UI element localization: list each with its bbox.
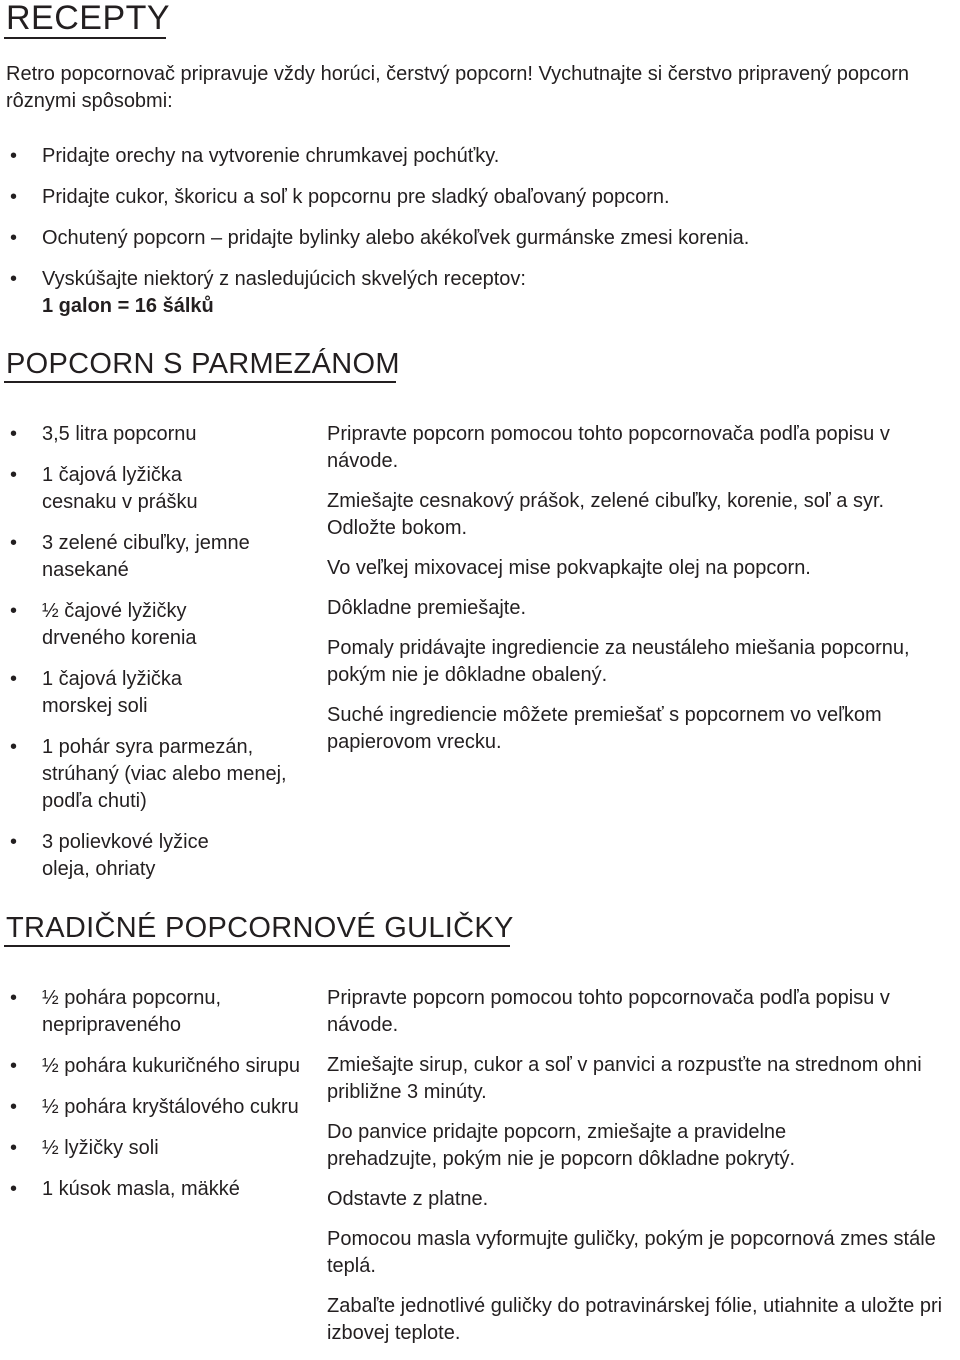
bullet: • <box>10 268 18 290</box>
conversion-note: 1 galon = 16 šálků <box>42 295 214 317</box>
bullet: • <box>10 1055 18 1077</box>
ingredient-text: ½ pohára kukuričného sirupu <box>42 1055 300 1077</box>
ingredient-text: 3,5 litra popcornu <box>42 423 197 445</box>
ingredient-item <box>6 985 292 1039</box>
step-text: Zmiešajte cesnakový prášok, zelené cibuľky, korenie, soľ a syr. Odložte bokom. <box>327 490 885 539</box>
step-text: Do panvice pridajte popcorn, zmiešajte a pravidelne prehadzujte, pokým nie je popcorn dôkladne pokrytý. <box>327 1121 796 1170</box>
bullet: • <box>10 831 18 853</box>
list-item <box>6 143 946 170</box>
list-item-text: Ochutený popcorn – pridajte bylinky alebo akékoľvek gurmánske zmesi korenia. <box>42 227 750 249</box>
ingredient-item <box>6 421 296 448</box>
list-item <box>6 266 946 320</box>
ingredient-text: 3 polievkové lyžice oleja, ohriaty <box>42 831 209 880</box>
recipe1-ingredients <box>6 421 296 897</box>
list-item <box>6 225 946 252</box>
step-text: Vo veľkej mixovacej mise pokvapkajte olej na popcorn. <box>327 557 811 579</box>
ingredient-item <box>6 598 232 652</box>
step-text: Suché ingrediencie môžete premiešať s popcornem vo veľkom papierovom vrecku. <box>327 704 882 753</box>
ingredient-item <box>6 1176 296 1203</box>
recipe2-title: TRADIČNÉ POPCORNOVÉ GULIČKY <box>6 912 514 944</box>
recipe2-ingredients <box>6 985 300 1217</box>
bullet: • <box>10 227 18 249</box>
ingredient-text: ½ lyžičky soli <box>42 1137 159 1159</box>
list-item-text: Pridajte orechy na vytvorenie chrumkavej pochúťky. <box>42 145 500 167</box>
bullet: • <box>10 668 18 690</box>
title-underline <box>4 37 166 39</box>
bullet: • <box>10 145 18 167</box>
recipe1-title-underline <box>4 381 396 383</box>
bullet: • <box>10 1178 18 1200</box>
ingredient-item <box>6 1094 317 1121</box>
bullet: • <box>10 464 18 486</box>
bullet: • <box>10 423 18 445</box>
ingredient-item <box>6 530 297 584</box>
step-text: Pomocou masla vyformujte guličky, pokým je popcornová zmes stále teplá. <box>327 1228 936 1277</box>
step-text: Dôkladne premiešajte. <box>327 597 526 619</box>
step-text: Pripravte popcorn pomocou tohto popcornovača podľa popisu v návode. <box>327 423 890 472</box>
bullet: • <box>10 1096 18 1118</box>
step-text: Zabaľte jednotlivé guličky do potravinárskej fólie, utiahnite a uložte pri izbovej teplote. <box>327 1295 943 1344</box>
step-text: Zmiešajte sirup, cukor a soľ v panvici a rozpusťte na strednom ohni približne 3 minúty. <box>327 1054 922 1103</box>
ingredient-item <box>6 734 322 815</box>
bullet: • <box>10 736 18 758</box>
ingredient-text: 3 zelené cibuľky, jemne nasekané <box>42 532 250 581</box>
ingredient-text: ½ pohára kryštálového cukru <box>42 1096 299 1118</box>
bullet: • <box>10 1137 18 1159</box>
bullet: • <box>10 987 18 1009</box>
step-text: Pripravte popcorn pomocou tohto popcornovača podľa popisu v návode. <box>327 987 890 1036</box>
ingredient-item <box>6 829 252 883</box>
recipe1-steps <box>327 421 947 769</box>
recipe2-title-underline <box>4 945 510 947</box>
page-title: RECEPTY <box>6 0 171 37</box>
ingredient-text: 1 pohár syra parmezán, strúhaný (viac alebo menej, podľa chuti) <box>42 736 287 812</box>
list-item-text: Vyskúšajte niektorý z nasledujúcich skvelých receptov: <box>42 268 526 290</box>
ingredient-item <box>6 1053 312 1080</box>
intro-text: Retro popcornovač pripravuje vždy horúci, čerstvý popcorn! Vychutnajte si čerstvo pripravený popcorn rôznymi spôsobmi: <box>6 63 910 112</box>
list-item-text: Pridajte cukor, škoricu a soľ k popcornu pre sladký obaľovaný popcorn. <box>42 186 670 208</box>
ingredient-text: ½ pohára popcornu, nepripraveného <box>42 987 222 1036</box>
ingredient-item <box>6 462 217 516</box>
ingredient-item <box>6 1135 296 1162</box>
recipe1-title: POPCORN S PARMEZÁNOM <box>6 348 400 380</box>
list-item <box>6 184 946 211</box>
step-text: Pomaly pridávajte ingrediencie za neustáleho miešania popcornu, pokým nie je dôkladne obalený. <box>327 637 910 686</box>
step-text: Odstavte z platne. <box>327 1188 489 1210</box>
ingredient-item <box>6 666 217 720</box>
recipe2-steps <box>327 985 960 1360</box>
bullet: • <box>10 532 18 554</box>
bullet: • <box>10 600 18 622</box>
tips-list <box>6 143 946 320</box>
ingredient-text: ½ čajové lyžičky drveného korenia <box>42 600 197 649</box>
bullet: • <box>10 186 18 208</box>
ingredient-text: 1 čajová lyžička cesnaku v prášku <box>42 464 198 513</box>
ingredient-text: 1 čajová lyžička morskej soli <box>42 668 183 717</box>
ingredient-text: 1 kúsok masla, mäkké <box>42 1178 240 1200</box>
